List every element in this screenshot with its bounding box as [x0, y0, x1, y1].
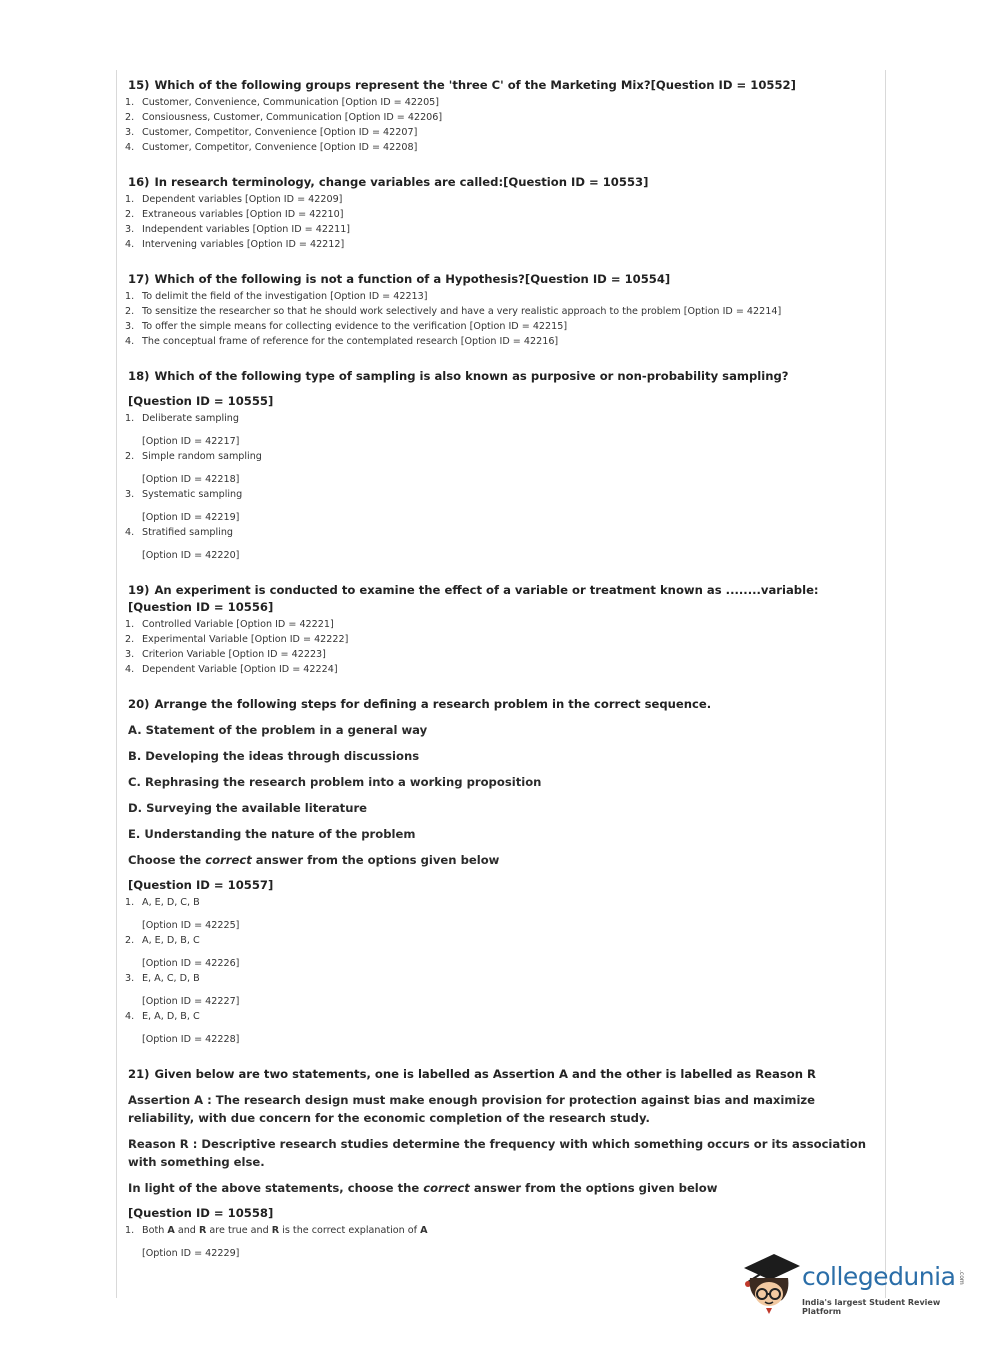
- option-text: Consiousness, Customer, Communication [Option ID = 42206]: [142, 112, 443, 123]
- question-text: Which of the following type of sampling is also known as purposive or non-probability sampling?: [154, 369, 789, 383]
- question-number: 15): [128, 78, 150, 92]
- assertion-statement: Assertion A : The research design must make enough provision for protection against bias and maximize reliability, with due concern for the economic completion of the research study.: [128, 1093, 816, 1125]
- question-text: In research terminology, change variables are called:[Question ID = 10553]: [154, 175, 649, 189]
- reason-statement: Reason R : Descriptive research studies determine the frequency with which something occurs or its association with something else.: [128, 1137, 866, 1169]
- step-statement: D. Surveying the available literature: [128, 801, 368, 815]
- instruction-emphasis: correct: [205, 853, 252, 867]
- option-text-bold: R: [198, 1225, 207, 1236]
- option-number: 3.: [125, 127, 135, 138]
- instruction-text: answer from the options given below: [251, 853, 500, 867]
- option-text: Dependent variables [Option ID = 42209]: [142, 194, 343, 205]
- question-title: [128, 174, 873, 191]
- question-17: [125, 271, 873, 349]
- option-item: [125, 411, 873, 449]
- option-item: [125, 192, 873, 207]
- option-number: 3.: [125, 489, 135, 500]
- question-id: [Question ID = 10555]: [128, 394, 274, 408]
- option-number: 4.: [125, 527, 135, 538]
- option-number: 1.: [125, 413, 135, 424]
- option-number: 4.: [125, 336, 135, 347]
- option-number: 4.: [125, 664, 135, 675]
- option-item: [125, 617, 873, 632]
- instruction-text: In light of the above statements, choose the: [128, 1181, 424, 1195]
- option-list: [125, 192, 873, 252]
- option-text-part: are true and: [206, 1225, 272, 1236]
- option-number: 3.: [125, 649, 135, 660]
- option-item: [125, 632, 873, 647]
- option-number: 2.: [125, 209, 135, 220]
- option-list: [125, 289, 873, 349]
- option-item: [125, 222, 873, 237]
- option-id: [Option ID = 42229]: [142, 1248, 240, 1259]
- option-text: [142, 1225, 428, 1236]
- option-text: E, A, C, D, B: [142, 973, 200, 984]
- option-text-bold: A: [420, 1225, 428, 1236]
- question-21: [125, 1066, 873, 1261]
- option-item: [125, 110, 873, 125]
- option-text: Stratified sampling: [142, 527, 234, 538]
- option-number: 4.: [125, 142, 135, 153]
- question-number: 21): [128, 1067, 150, 1081]
- option-number: 2.: [125, 306, 135, 317]
- question-title: [128, 77, 873, 94]
- option-text: The conceptual frame of reference for the contemplated research [Option ID = 42216]: [142, 336, 559, 347]
- question-title: [128, 696, 873, 713]
- option-number: 1.: [125, 1225, 135, 1236]
- question-id: [Question ID = 10557]: [128, 878, 274, 892]
- choose-instruction: [128, 1179, 873, 1197]
- option-item: [125, 304, 873, 319]
- question-19: [125, 582, 873, 677]
- question-text: An experiment is conducted to examine the effect of a variable or treatment known as ........variable:[Question ID = 10556]: [128, 583, 819, 614]
- option-text: Independent variables [Option ID = 42211]: [142, 224, 351, 235]
- step-statement: A. Statement of the problem in a general way: [128, 723, 428, 737]
- option-text-bold: R: [271, 1225, 280, 1236]
- question-title: [128, 271, 873, 288]
- option-number: 3.: [125, 224, 135, 235]
- document-page: [116, 70, 886, 1298]
- option-number: 4.: [125, 1011, 135, 1022]
- option-text: To delimit the field of the investigation [Option ID = 42213]: [142, 291, 428, 302]
- option-text-part: and: [174, 1225, 199, 1236]
- option-number: 2.: [125, 935, 135, 946]
- option-item: [125, 487, 873, 525]
- collegedunia-logo: [740, 1248, 970, 1320]
- option-number: 3.: [125, 973, 135, 984]
- option-text: A, E, D, C, B: [142, 897, 200, 908]
- option-list: [125, 411, 873, 563]
- question-number: 17): [128, 272, 150, 286]
- option-item: [125, 971, 873, 1009]
- option-item: [125, 207, 873, 222]
- option-item: [125, 933, 873, 971]
- option-item: [125, 95, 873, 110]
- option-item: [125, 647, 873, 662]
- brand-name: collegedunia: [802, 1262, 956, 1291]
- option-text: E, A, D, B, C: [142, 1011, 200, 1022]
- option-text: Extraneous variables [Option ID = 42210]: [142, 209, 344, 220]
- question-title: [128, 368, 873, 385]
- option-number: 1.: [125, 97, 135, 108]
- option-id: [Option ID = 42217]: [142, 436, 240, 447]
- brand-domain: .com: [958, 1270, 965, 1285]
- option-text: To offer the simple means for collecting evidence to the verification [Option ID = 42215]: [142, 321, 568, 332]
- option-item: [125, 662, 873, 677]
- option-number: 2.: [125, 451, 135, 462]
- option-text-part: is the correct explanation of: [279, 1225, 421, 1236]
- option-id: [Option ID = 42228]: [142, 1034, 240, 1045]
- option-text: Customer, Competitor, Convenience [Option ID = 42208]: [142, 142, 418, 153]
- option-list: [125, 95, 873, 155]
- option-text: Controlled Variable [Option ID = 42221]: [142, 619, 334, 630]
- brand-tagline: India's largest Student Review Platform: [802, 1298, 941, 1316]
- question-number: 20): [128, 697, 150, 711]
- option-text-bold: A: [167, 1225, 175, 1236]
- option-item: [125, 895, 873, 933]
- instruction-emphasis: correct: [423, 1181, 470, 1195]
- option-item: [125, 319, 873, 334]
- option-text: Customer, Competitor, Convenience [Option ID = 42207]: [142, 127, 418, 138]
- question-18: [125, 368, 873, 563]
- question-20: [125, 696, 873, 1047]
- question-number: 19): [128, 583, 150, 597]
- option-text: Deliberate sampling: [142, 413, 239, 424]
- question-text: Which of the following is not a function of a Hypothesis?[Question ID = 10554]: [154, 272, 671, 286]
- option-text: Intervening variables [Option ID = 42212]: [142, 239, 345, 250]
- mascot-icon: [740, 1248, 802, 1320]
- option-text: Systematic sampling: [142, 489, 243, 500]
- option-id: [Option ID = 42220]: [142, 550, 240, 561]
- instruction-text: Choose the: [128, 853, 206, 867]
- option-item: [125, 334, 873, 349]
- question-text: Which of the following groups represent the 'three C' of the Marketing Mix?[Question ID = 10552]: [154, 78, 796, 92]
- option-number: 1.: [125, 619, 135, 630]
- option-list: [125, 895, 873, 1047]
- option-number: 1.: [125, 291, 135, 302]
- option-item: [125, 449, 873, 487]
- option-text: Experimental Variable [Option ID = 42222]: [142, 634, 349, 645]
- option-id: [Option ID = 42219]: [142, 512, 240, 523]
- option-item: [125, 140, 873, 155]
- question-15: [125, 77, 873, 155]
- option-item: [125, 525, 873, 563]
- step-statement: B. Developing the ideas through discussions: [128, 749, 420, 763]
- option-id: [Option ID = 42227]: [142, 996, 240, 1007]
- option-text: Customer, Convenience, Communication [Option ID = 42205]: [142, 97, 440, 108]
- choose-instruction: [128, 851, 873, 869]
- option-id: [Option ID = 42218]: [142, 474, 240, 485]
- question-id: [Question ID = 10558]: [128, 1206, 274, 1220]
- step-statement: C. Rephrasing the research problem into a working proposition: [128, 775, 542, 789]
- question-number: 16): [128, 175, 150, 189]
- question-title: [128, 582, 873, 616]
- option-number: 2.: [125, 634, 135, 645]
- option-number: 4.: [125, 239, 135, 250]
- question-number: 18): [128, 369, 150, 383]
- option-text: A, E, D, B, C: [142, 935, 200, 946]
- question-text: Given below are two statements, one is labelled as Assertion A and the other is labelled as Reason R: [154, 1067, 816, 1081]
- option-id: [Option ID = 42225]: [142, 920, 240, 931]
- option-text: Criterion Variable [Option ID = 42223]: [142, 649, 326, 660]
- option-item: [125, 1009, 873, 1047]
- option-number: 1.: [125, 897, 135, 908]
- option-list: [125, 617, 873, 677]
- option-item: [125, 237, 873, 252]
- option-number: 1.: [125, 194, 135, 205]
- option-number: 2.: [125, 112, 135, 123]
- option-number: 3.: [125, 321, 135, 332]
- question-list: [125, 77, 873, 1280]
- option-text: Dependent Variable [Option ID = 42224]: [142, 664, 338, 675]
- option-text: Simple random sampling: [142, 451, 262, 462]
- option-id: [Option ID = 42226]: [142, 958, 240, 969]
- option-text-part: Both: [142, 1225, 168, 1236]
- option-item: [125, 125, 873, 140]
- question-text: Arrange the following steps for defining a research problem in the correct sequence.: [154, 697, 712, 711]
- question-16: [125, 174, 873, 252]
- step-statement: E. Understanding the nature of the problem: [128, 827, 416, 841]
- question-title: [128, 1066, 873, 1083]
- option-text: To sensitize the researcher so that he should work selectively and have a very realistic approach to the problem [Option ID = 42214]: [142, 306, 782, 317]
- option-item: [125, 289, 873, 304]
- instruction-text: answer from the options given below: [469, 1181, 718, 1195]
